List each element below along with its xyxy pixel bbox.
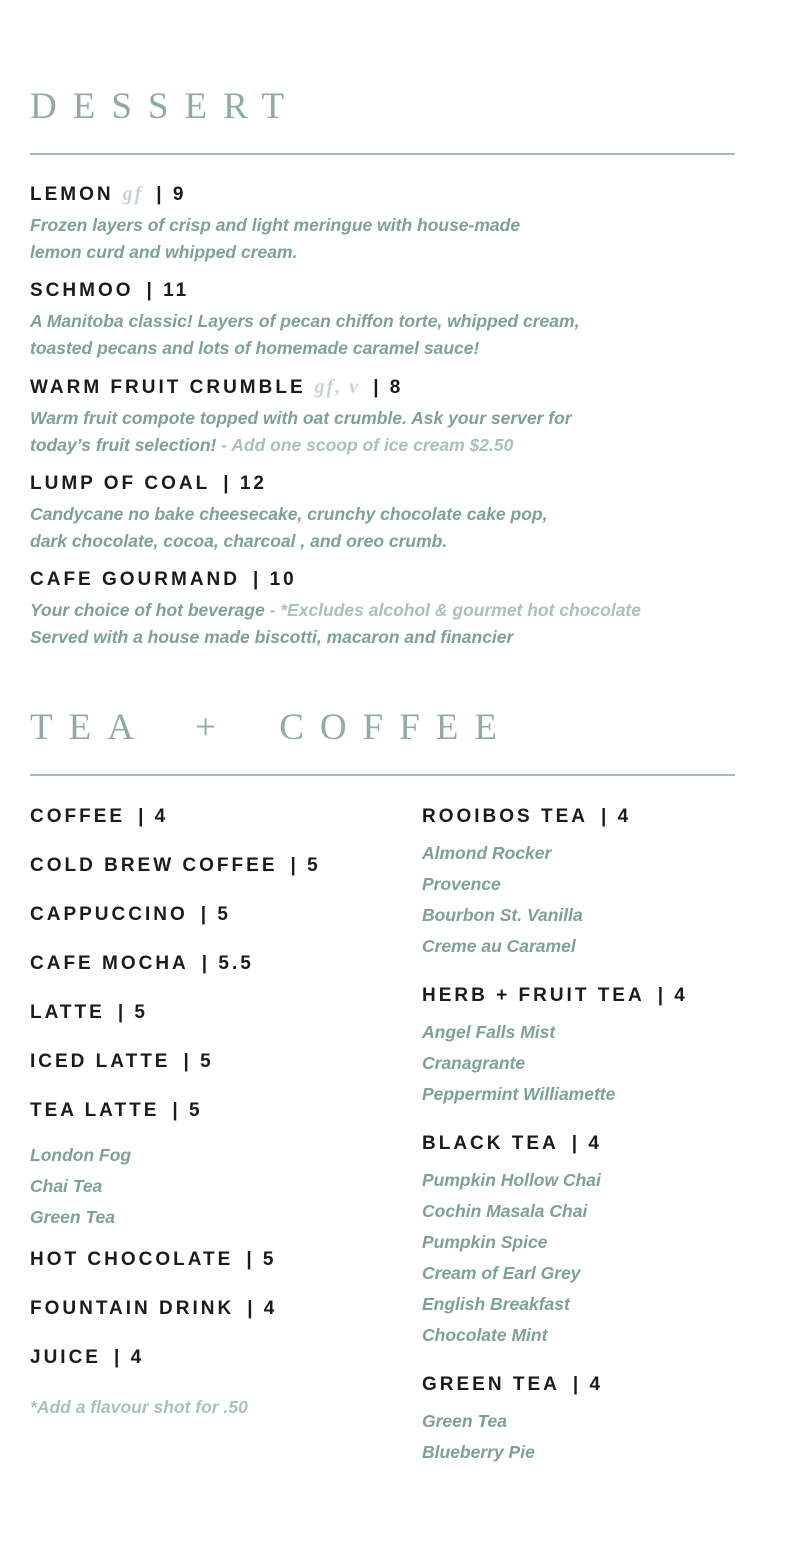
beverage-variant: Chocolate Mint	[422, 1325, 548, 1345]
beverage-name: FOUNTAIN DRINK	[30, 1298, 235, 1319]
beverage-variant: Chai Tea	[30, 1176, 103, 1196]
beverage-item	[30, 1345, 422, 1371]
beverage-item	[30, 804, 422, 830]
tea-group-price: | 4	[572, 1374, 604, 1395]
menu-item-title	[30, 471, 735, 497]
description-text: dark chocolate, cocoa, charcoal , and oreo crumb.	[30, 531, 448, 551]
menu-item-name: LEMON	[30, 184, 114, 205]
dessert-section	[30, 85, 735, 651]
description-text: Served with a house made biscotti, macaron and financier	[30, 627, 514, 647]
menu-item-description-line	[30, 597, 735, 624]
beverage-variant: Bourbon St. Vanilla	[422, 905, 583, 925]
tea-group-title	[422, 1131, 735, 1157]
beverage-item	[30, 1049, 422, 1075]
tea-coffee-section	[30, 706, 735, 1489]
beverage-variant: English Breakfast	[422, 1294, 570, 1314]
beverage-name: CAPPUCCINO	[30, 904, 188, 925]
menu-item-description-line	[30, 308, 735, 335]
description-text: today’s fruit selection!	[30, 435, 222, 455]
beverage-item	[30, 1098, 422, 1124]
tea-group	[422, 1372, 735, 1468]
tea-group-price: | 4	[657, 985, 688, 1006]
beverage-name: COFFEE	[30, 806, 126, 827]
menu-item-description-line	[30, 528, 735, 555]
description-muted-note: - *Excludes alcohol & gourmet hot chocolate	[269, 600, 641, 620]
description-text: Your choice of hot beverage	[30, 600, 270, 620]
beverage-name: LATTE	[30, 1002, 105, 1023]
description-text: Warm fruit compote topped with oat crumble. Ask your server for	[30, 408, 572, 428]
tea-column	[422, 804, 735, 1489]
beverage-variant: Creme au Caramel	[422, 936, 576, 956]
description-text: lemon curd and whipped cream.	[30, 242, 298, 262]
menu-item-description	[30, 212, 735, 266]
menu-item-description-line	[30, 405, 735, 432]
menu-item-title	[30, 374, 735, 401]
description-text: Candycane no bake cheesecake, crunchy chocolate cake pop,	[30, 504, 548, 524]
menu-item-description	[30, 308, 735, 362]
menu-item	[30, 278, 735, 362]
beverage-variant: London Fog	[30, 1145, 132, 1165]
beverage-name: ICED LATTE	[30, 1051, 171, 1072]
beverage-variant: Green Tea	[30, 1207, 115, 1227]
tea-group-price: | 4	[571, 1133, 602, 1154]
menu-item-title	[30, 181, 735, 208]
menu-item-price: | 12	[223, 473, 267, 494]
menu-item-price: | 9	[156, 184, 187, 205]
menu-item-description-line	[30, 335, 735, 362]
menu-item-title	[30, 278, 735, 304]
beverage-price: | 4	[138, 806, 169, 827]
tea-group	[422, 804, 735, 962]
menu-item-description-line	[30, 624, 735, 651]
beverage-name: COLD BREW COFFEE	[30, 855, 278, 876]
flavour-shot-note: *Add a flavour shot for .50	[30, 1397, 248, 1417]
tea-group-name: BLACK TEA	[422, 1133, 559, 1154]
menu-item-name: LUMP OF COAL	[30, 473, 211, 494]
description-text: Frozen layers of crisp and light meringue with house-made	[30, 215, 521, 235]
beverage-price: | 5	[183, 1051, 214, 1072]
beverage-columns	[30, 804, 735, 1489]
beverage-variants	[30, 1140, 422, 1233]
menu-item-dietary-tags: gf, v	[314, 376, 361, 398]
beverage-variant: Pumpkin Hollow Chai	[422, 1170, 601, 1190]
beverage-item	[30, 853, 422, 879]
beverage-variant: Cream of Earl Grey	[422, 1263, 581, 1283]
tea-group-variants	[422, 1406, 735, 1468]
beverage-name: TEA LATTE	[30, 1100, 160, 1121]
menu-item-name: SCHMOO	[30, 280, 134, 301]
menu-item-price: | 10	[253, 569, 297, 590]
tea-group-title	[422, 804, 735, 830]
beverage-price: | 4	[113, 1347, 145, 1368]
beverage-item	[30, 951, 422, 977]
beverage-variant: Angel Falls Mist	[422, 1022, 556, 1042]
beverage-item	[30, 1296, 422, 1322]
tea-group	[422, 983, 735, 1110]
beverage-name: JUICE	[30, 1347, 101, 1368]
menu-item-description-line	[30, 239, 735, 266]
tea-group	[422, 1131, 735, 1351]
beverage-variant: Green Tea	[422, 1411, 507, 1431]
menu-item-description	[30, 405, 735, 459]
tea-group-title	[422, 983, 735, 1009]
menu-item-description	[30, 501, 735, 555]
description-text: toasted pecans and lots of homemade caramel sauce!	[30, 338, 480, 358]
dessert-items	[30, 181, 735, 651]
beverage-variant: Peppermint Williamette	[422, 1084, 616, 1104]
beverage-price: | 5	[246, 1249, 277, 1270]
beverage-price: | 4	[247, 1298, 278, 1319]
coffee-column	[30, 804, 422, 1489]
description-text: A Manitoba classic! Layers of pecan chiffon torte, whipped cream,	[30, 311, 580, 331]
dessert-section-title: DESSERT	[30, 86, 301, 127]
beverage-variant: Provence	[422, 874, 501, 894]
beverage-variant: Blueberry Pie	[422, 1442, 535, 1462]
beverage-price: | 5	[117, 1002, 148, 1023]
menu-item-description-line	[30, 432, 735, 459]
menu-item-name: CAFE GOURMAND	[30, 569, 240, 590]
beverage-name: HOT CHOCOLATE	[30, 1249, 234, 1270]
menu-item-dietary-tags: gf	[122, 183, 144, 205]
tea-group-name: GREEN TEA	[422, 1374, 560, 1395]
menu-item-title	[30, 567, 735, 593]
menu-item	[30, 181, 735, 266]
tea-group-price: | 4	[601, 806, 632, 827]
menu-item	[30, 567, 735, 651]
menu-item	[30, 374, 735, 459]
beverage-variant: Cochin Masala Chai	[422, 1201, 588, 1221]
beverage-price: | 5.5	[201, 953, 254, 974]
beverage-price: | 5	[200, 904, 231, 925]
tea-group-variants	[422, 1017, 735, 1110]
beverage-item	[30, 902, 422, 928]
tea-group-variants	[422, 838, 735, 962]
tea-group-variants	[422, 1165, 735, 1351]
beverage-variant: Cranagrante	[422, 1053, 526, 1073]
tea-group-name: ROOIBOS TEA	[422, 806, 589, 827]
beverage-price: | 5	[172, 1100, 203, 1121]
menu-item-description	[30, 597, 735, 651]
beverage-item	[30, 1000, 422, 1026]
beverage-name: CAFE MOCHA	[30, 953, 189, 974]
menu-item-description-line	[30, 501, 735, 528]
menu-item-name: WARM FRUIT CRUMBLE	[30, 377, 306, 398]
menu-item-price: | 8	[373, 377, 404, 398]
tea-group-title	[422, 1372, 735, 1398]
beverage-item	[30, 1247, 422, 1273]
menu-item-price: | 11	[146, 280, 190, 301]
section-divider	[30, 774, 735, 776]
tea-coffee-section-title: TEA + COFFEE	[30, 707, 514, 748]
beverage-price: | 5	[290, 855, 321, 876]
menu-item	[30, 471, 735, 555]
beverage-variant: Pumpkin Spice	[422, 1232, 548, 1252]
section-divider	[30, 153, 735, 155]
menu-item-description-line	[30, 212, 735, 239]
beverage-variant: Almond Rocker	[422, 843, 552, 863]
tea-group-name: HERB + FRUIT TEA	[422, 985, 645, 1006]
description-muted-note: - Add one scoop of ice cream $2.50	[221, 435, 514, 455]
